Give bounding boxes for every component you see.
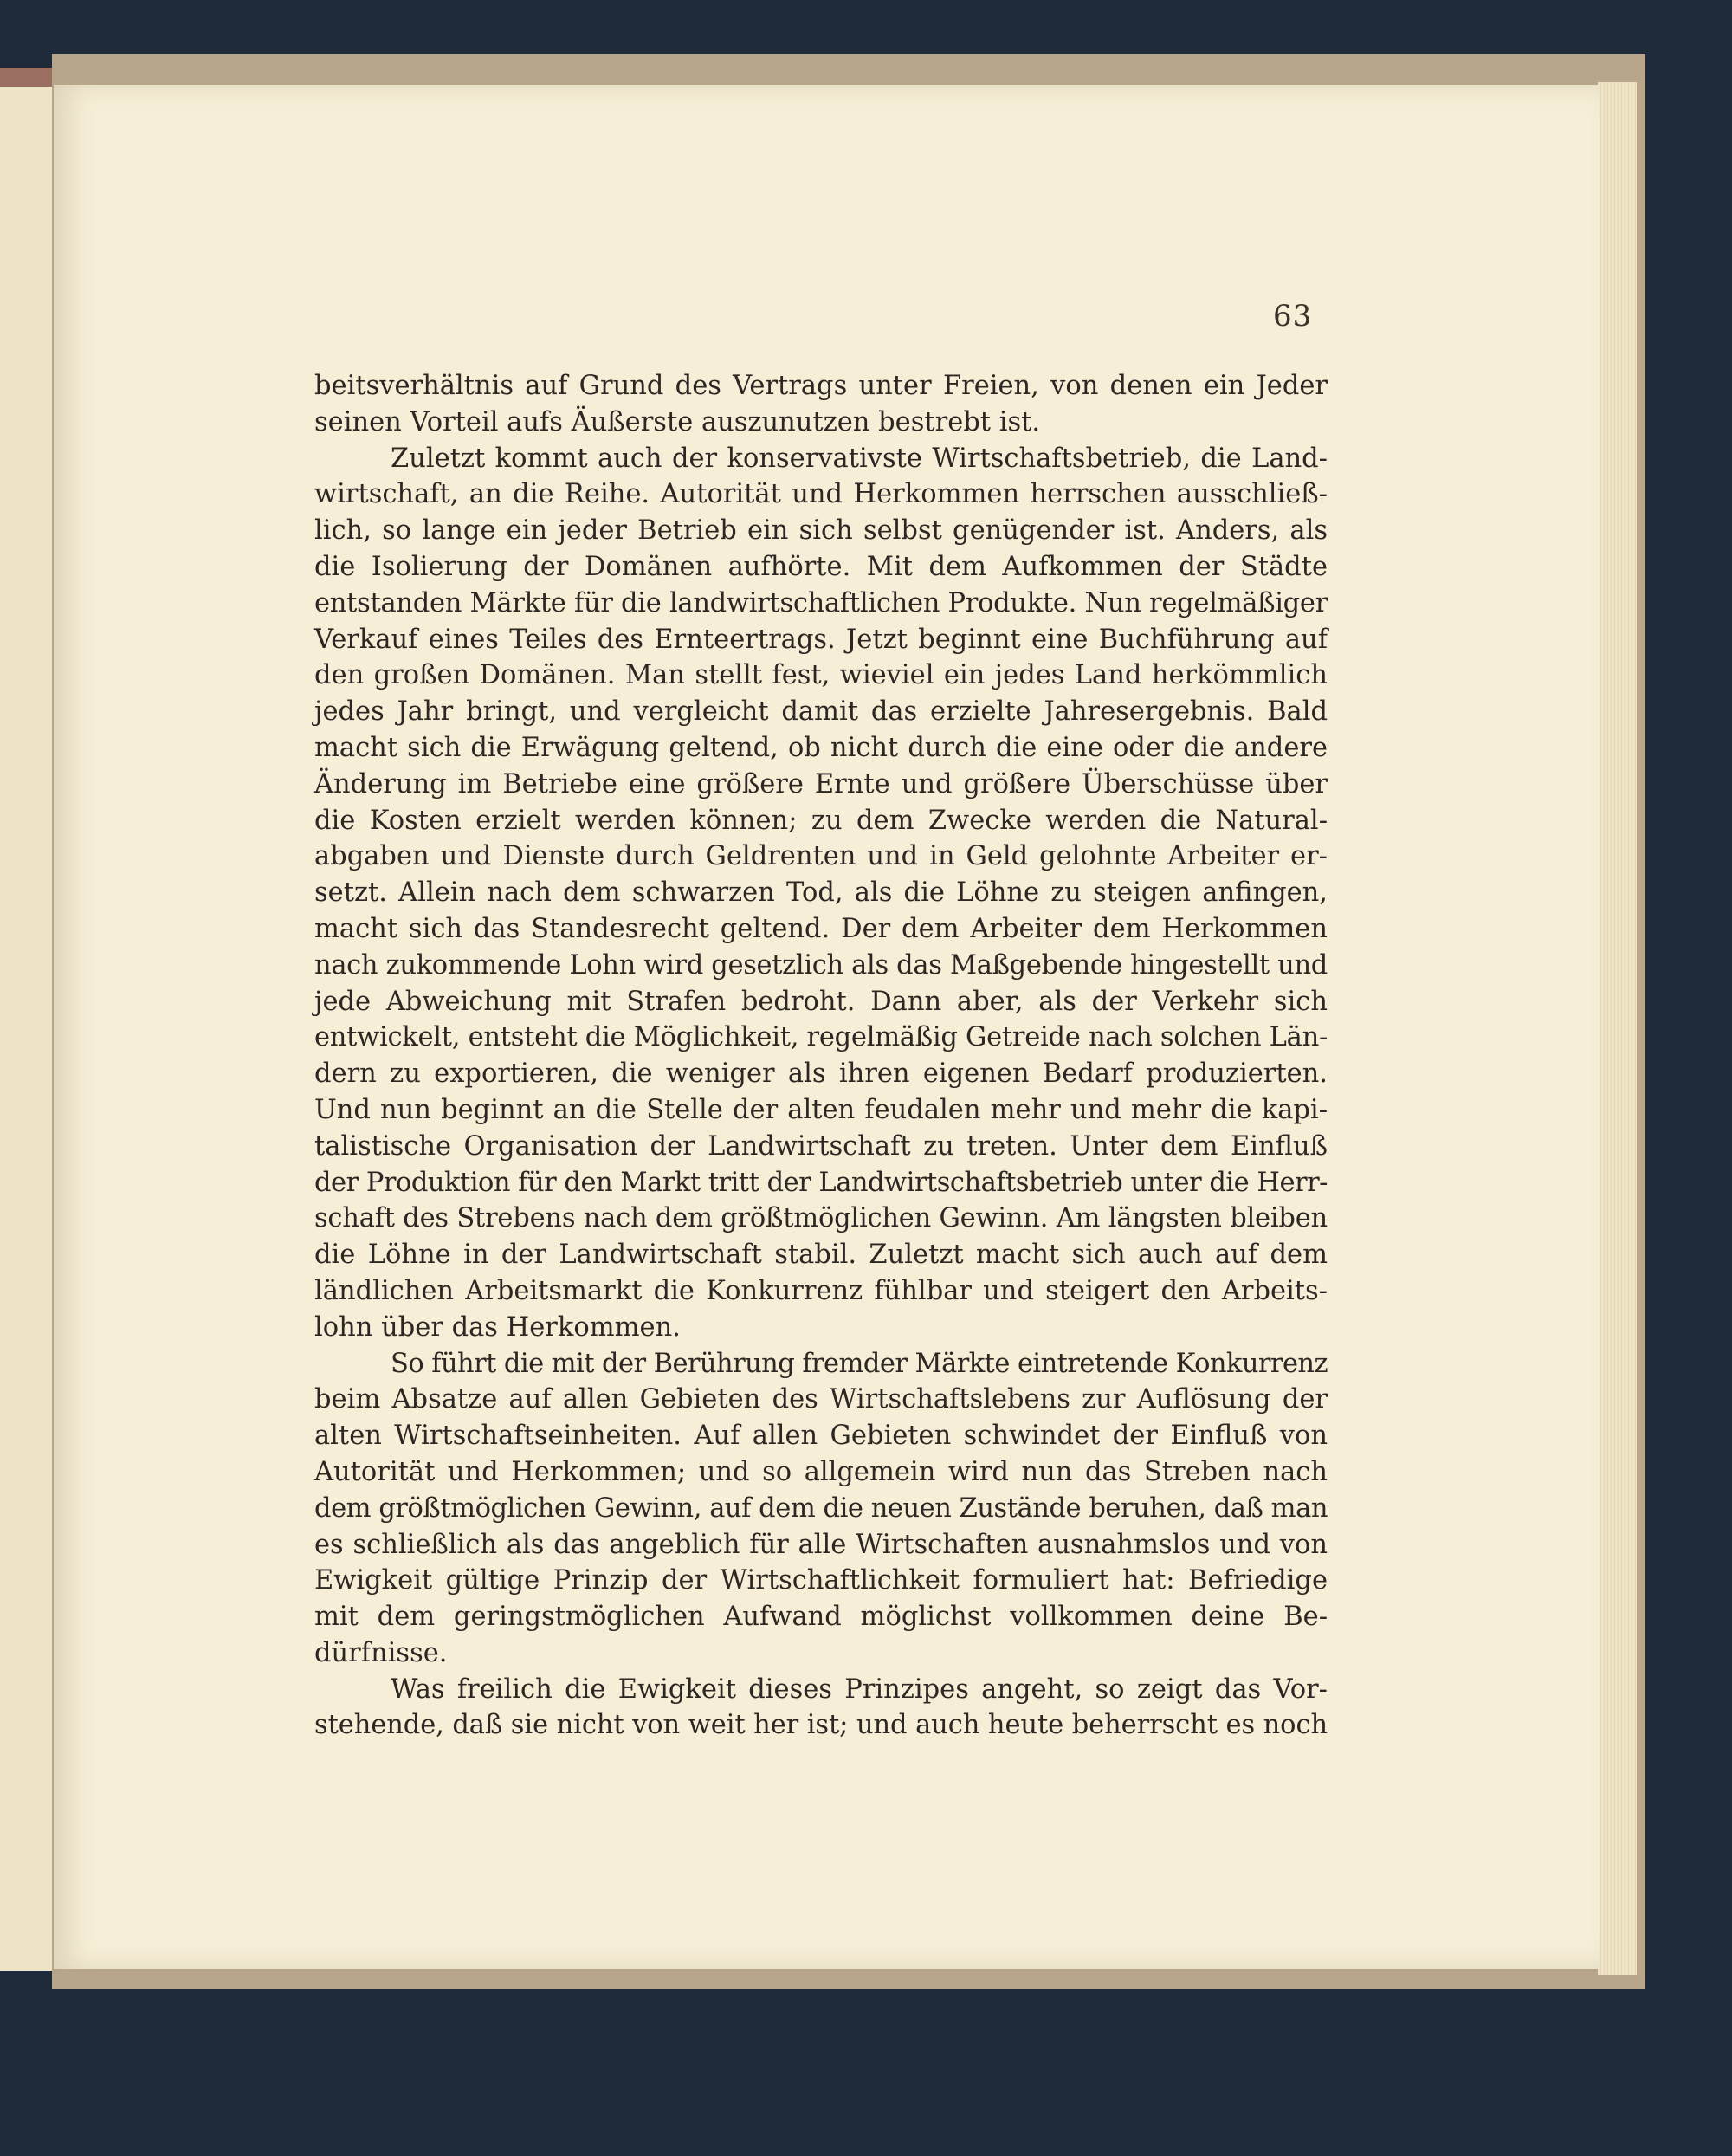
text-line: dern zu exportieren, die weniger als ihren eigenen Bedarf produzierten. [314, 1059, 1328, 1090]
text-line: der Produktion für den Markt tritt der Landwirtschaftsbetrieb unter die Herr- [314, 1167, 1328, 1198]
text-line: jedes Jahr bringt, und vergleicht damit das erzielte Jahresergebnis. Bald [314, 696, 1328, 728]
text-line: nach zukommende Lohn wird gesetzlich als das Maßgebende hingestellt und [314, 949, 1328, 981]
text-line: die Kosten erzielt werden können; zu dem Zwecke werden die Natural- [314, 805, 1328, 836]
text-line: die Löhne in der Landwirtschaft stabil. Zuletzt macht sich auch auf dem [314, 1240, 1328, 1271]
text-line: So führt die mit der Berührung fremder Märkte eintretende Konkurrenz [391, 1348, 1328, 1379]
text-line: die Isolierung der Domänen aufhörte. Mit dem Aufkommen der Städte [314, 551, 1328, 582]
paragraph [314, 368, 1328, 441]
page-number: 63 [1273, 299, 1313, 333]
paragraph [314, 1672, 1328, 1745]
text-line: dem größtmöglichen Gewinn, auf dem die neuen Zustände beruhen, daß man [314, 1492, 1328, 1524]
text-line: den großen Domänen. Man stellt fest, wieviel ein jedes Land herkömmlich [314, 660, 1328, 691]
text-line: setzt. Allein nach dem schwarzen Tod, als die Löhne zu steigen anfingen, [314, 877, 1328, 909]
text-line: macht sich die Erwägung geltend, ob nicht durch die eine oder die andere [314, 732, 1328, 763]
text-line: schaft des Strebens nach dem größtmöglichen Gewinn. Am längsten bleiben [314, 1203, 1328, 1234]
text-line: alten Wirtschaftseinheiten. Auf allen Gebieten schwindet der Einfluß von [314, 1421, 1328, 1452]
text-line: Autorität und Herkommen; und so allgemein wird nun das Streben nach [314, 1456, 1328, 1487]
text-line: beim Absatze auf allen Gebieten des Wirtschaftslebens zur Auflösung der [314, 1384, 1328, 1415]
text-line: Und nun beginnt an die Stelle der alten feudalen mehr und mehr die kapi- [314, 1094, 1328, 1125]
body-text [314, 368, 1328, 1744]
text-line: Verkauf eines Teiles des Ernteertrags. Jetzt beginnt eine Buchführung auf [314, 624, 1328, 655]
text-line: lich, so lange ein jeder Betrieb ein sich selbst genügender ist. Anders, als [314, 515, 1328, 547]
text-line: talistische Organisation der Landwirtschaft zu treten. Unter dem Einfluß [314, 1130, 1328, 1162]
text-line: mit dem geringstmöglichen Aufwand möglichst vollkommen deine Be- [314, 1602, 1328, 1633]
text-line: entwickelt, entsteht die Möglichkeit, regelmäßig Getreide nach solchen Län- [314, 1022, 1328, 1053]
text-line: beitsverhältnis auf Grund des Vertrags unter Freien, von denen ein Jeder [314, 371, 1328, 401]
text-line: ländlichen Arbeitsmarkt die Konkurrenz fühlbar und steigert den Arbeits- [314, 1275, 1328, 1306]
text-line: lohn über das Herkommen. [314, 1311, 681, 1343]
text-line: entstanden Märkte für die landwirtschaftlichen Produkte. Nun regelmäßiger [314, 587, 1328, 618]
text-line: Was freilich die Ewigkeit dieses Prinzipes angeht, so zeigt das Vor- [391, 1674, 1328, 1705]
text-line: jede Abweichung mit Strafen bedroht. Dann aber, als der Verkehr sich [314, 986, 1328, 1017]
text-line: dürfnisse. [314, 1637, 448, 1668]
previous-page-edge [0, 87, 55, 1971]
paragraph [314, 1346, 1328, 1672]
text-line: wirtschaft, an die Reihe. Autorität und Herkommen herrschen ausschließ- [314, 479, 1328, 510]
text-line: es schließlich als das angeblich für alle Wirtschaften ausnahmslos und von [314, 1529, 1328, 1560]
text-line: Änderung im Betriebe eine größere Ernte und größere Überschüsse über [314, 768, 1328, 800]
text-line: macht sich das Standesrecht geltend. Der dem Arbeiter dem Herkommen [314, 913, 1328, 944]
text-line: seinen Vorteil aufs Äußerste auszunutzen bestrebt ist. [314, 406, 1041, 437]
text-line: abgaben und Dienste durch Geldrenten und in Geld gelohnte Arbeiter er- [314, 841, 1328, 872]
text-line: stehende, daß sie nicht von weit her ist; und auch heute beherrscht es noch [314, 1710, 1328, 1741]
text-line: Zuletzt kommt auch der konservativste Wirtschaftsbetrieb, die Land- [391, 443, 1328, 474]
page-block-edge [1598, 82, 1637, 1975]
paragraph [314, 441, 1328, 1346]
text-line: Ewigkeit gültige Prinzip der Wirtschaftlichkeit formuliert hat: Befriedige [314, 1565, 1328, 1596]
